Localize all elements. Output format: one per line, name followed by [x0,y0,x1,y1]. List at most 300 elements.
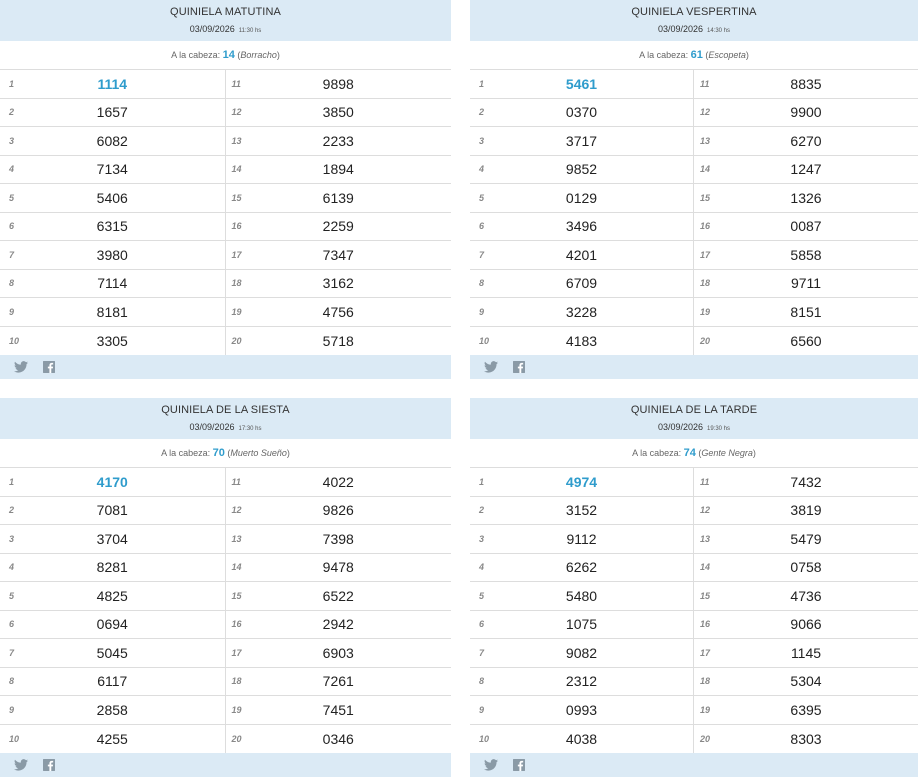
result-cell [470,156,694,184]
draw-date: 03/09/2026 [189,24,235,34]
result-cell [0,497,226,525]
result-number: 5480 [565,587,598,604]
table-row [0,468,451,497]
result-cell [470,70,694,98]
result-cell [470,213,694,241]
table-row [0,184,451,213]
draw-datetime [470,21,918,38]
cabeza-name: Escopeta [708,50,746,60]
position-number: 9 [9,306,15,317]
table-row [0,554,451,583]
draw-datetime [0,21,451,38]
result-number: 6560 [790,332,822,349]
result-number: 9852 [565,161,598,178]
position-number: 1 [479,78,485,89]
result-number: 6522 [322,587,354,604]
result-cell [226,184,452,212]
result-cell [226,554,452,582]
table-row [470,554,918,583]
result-cell [694,554,918,582]
draw-card [470,398,918,777]
table-row [470,582,918,611]
result-cell [0,99,226,127]
result-number: 6117 [97,673,128,690]
position-number: 14 [231,164,242,175]
result-cell [226,327,452,356]
position-number: 20 [700,733,711,744]
position-number: 11 [700,476,710,487]
draw-title: QUINIELA DE LA SIESTA [161,404,290,416]
result-cell [0,639,226,667]
table-row [0,525,451,554]
twitter-icon[interactable] [484,759,498,771]
twitter-icon[interactable] [484,361,498,373]
cabeza-number: 70 [212,447,225,459]
a-la-cabeza: A la cabeza: 14 (Borracho) [0,41,451,70]
result-number: 1075 [565,616,598,633]
position-number: 13 [700,135,711,146]
result-cell [694,184,918,212]
position-number: 1 [479,476,485,487]
result-number: 7451 [322,701,354,718]
position-number: 4 [9,164,15,175]
result-number: 6082 [96,132,128,149]
result-cell [226,468,452,496]
table-row [0,270,451,299]
result-cell [226,213,452,241]
position-number: 18 [700,278,711,289]
result-cell [470,725,694,754]
position-number: 19 [700,704,711,715]
position-number: 17 [231,647,242,658]
position-number: 18 [231,676,242,687]
position-number: 16 [700,619,711,630]
position-number: 12 [231,107,242,118]
result-number: 3717 [565,132,598,149]
result-number: 6395 [790,701,822,718]
position-number: 2 [479,505,485,516]
result-cell [470,127,694,155]
head-number: 4974 [565,473,598,490]
result-cell [0,525,226,553]
draw-time: 17:30 hs [238,426,262,432]
position-number: 13 [231,533,242,544]
table-row [470,298,918,327]
result-number: 1326 [790,189,822,206]
result-cell [226,270,452,298]
position-number: 7 [479,647,485,658]
result-number: 8835 [790,75,822,92]
draw-card [0,0,451,379]
position-number: 13 [231,135,242,146]
result-number: 2942 [322,616,354,633]
a-la-cabeza: A la cabeza: 70 (Muerto Sueño) [0,439,451,468]
result-cell [470,639,694,667]
table-row [470,611,918,640]
result-number: 4022 [322,473,354,490]
table-row [470,725,918,754]
twitter-icon[interactable] [14,759,28,771]
result-number: 0694 [96,616,128,633]
position-number: 6 [9,619,15,630]
position-number: 20 [231,335,242,346]
position-number: 1 [9,476,15,487]
result-number: 3162 [322,275,354,292]
result-number: 0370 [565,104,598,121]
cabeza-name: Muerto Sueño [230,448,287,458]
result-number: 4825 [96,587,128,604]
draw-date: 03/09/2026 [189,422,235,432]
result-cell [470,497,694,525]
position-number: 7 [9,647,15,658]
result-cell [694,696,918,724]
position-number: 3 [479,533,485,544]
result-number: 8281 [96,559,128,576]
table-row [0,582,451,611]
position-number: 17 [231,249,242,260]
result-cell [694,611,918,639]
position-number: 3 [479,135,485,146]
position-number: 14 [700,164,711,175]
result-number: 6315 [96,218,128,235]
result-cell [226,99,452,127]
position-number: 4 [479,164,485,175]
result-cell [0,611,226,639]
draw-card [0,398,451,777]
result-number: 6270 [790,132,822,149]
result-cell [694,582,918,610]
result-number: 9826 [322,502,354,519]
facebook-icon[interactable] [42,759,56,771]
result-cell [226,127,452,155]
position-number: 2 [479,107,485,118]
position-number: 7 [9,249,15,260]
result-cell [470,582,694,610]
result-number: 7398 [322,530,354,547]
position-number: 8 [479,676,485,687]
result-cell [470,270,694,298]
result-number: 7134 [96,161,128,178]
result-cell [694,99,918,127]
result-number: 4756 [322,303,354,320]
result-cell [0,696,226,724]
table-row [0,127,451,156]
card-header [470,398,918,439]
draw-datetime [0,419,451,436]
result-cell [470,554,694,582]
result-cell [694,270,918,298]
cabeza-label: A la cabeza: [161,448,211,458]
result-number: 9898 [322,75,354,92]
position-number: 2 [9,505,15,516]
result-cell [694,127,918,155]
result-cell [0,156,226,184]
result-cell [226,582,452,610]
position-number: 12 [700,107,711,118]
result-cell [694,639,918,667]
result-number: 4038 [565,730,598,747]
result-number: 2312 [565,673,598,690]
position-number: 15 [231,192,242,203]
position-number: 10 [479,733,490,744]
result-number: 3704 [96,530,128,547]
draw-date: 03/09/2026 [657,422,703,432]
result-cell [470,696,694,724]
result-cell [694,327,918,356]
draw-title: QUINIELA MATUTINA [170,6,281,18]
position-number: 19 [700,306,711,317]
draw-title: QUINIELA DE LA TARDE [630,404,758,416]
result-number: 2259 [322,218,354,235]
position-number: 7 [479,249,485,260]
position-number: 18 [231,278,242,289]
result-number: 1145 [790,644,822,661]
result-cell [0,468,226,496]
position-number: 9 [479,704,485,715]
result-cell [470,611,694,639]
draw-date: 03/09/2026 [657,24,703,34]
table-row [0,668,451,697]
result-number: 7347 [322,246,354,263]
result-number: 3228 [565,303,598,320]
position-number: 9 [479,306,485,317]
position-number: 20 [700,335,711,346]
result-cell [226,241,452,269]
position-number: 8 [9,278,15,289]
results-table [0,468,451,753]
position-number: 6 [9,221,15,232]
draw-time: 11:30 hs [238,28,262,34]
result-number: 8181 [96,303,128,320]
result-number: 3980 [96,246,128,263]
result-number: 0129 [565,189,598,206]
table-row [470,270,918,299]
position-number: 19 [231,306,242,317]
table-row [0,156,451,185]
position-number: 20 [231,733,242,744]
result-number: 4736 [790,587,822,604]
results-table [0,70,451,355]
position-number: 16 [231,221,242,232]
result-cell [226,497,452,525]
table-row [0,639,451,668]
result-number: 5858 [790,246,822,263]
position-number: 5 [9,192,15,203]
result-cell [694,497,918,525]
result-cell [694,525,918,553]
table-row [0,497,451,526]
position-number: 15 [700,192,711,203]
position-number: 13 [700,533,711,544]
result-number: 9112 [566,530,597,547]
result-number: 7432 [790,473,822,490]
result-number: 1894 [322,161,354,178]
result-cell [226,668,452,696]
result-cell [694,70,918,98]
position-number: 17 [700,249,711,260]
share-bar [0,753,451,777]
position-number: 18 [700,676,711,687]
result-cell [0,725,226,754]
position-number: 1 [9,78,15,89]
result-number: 8151 [790,303,822,320]
result-number: 7114 [97,275,128,292]
table-row [470,70,918,99]
cabeza-label: A la cabeza: [639,50,689,60]
result-number: 6262 [565,559,598,576]
a-la-cabeza: A la cabeza: 61 (Escopeta) [470,41,918,70]
cabeza-name: Gente Negra [701,448,753,458]
result-number: 1247 [790,161,822,178]
draw-time: 19:30 hs [707,426,731,432]
result-number: 6139 [322,189,354,206]
facebook-icon[interactable] [512,759,526,771]
share-bar [470,355,918,379]
result-number: 4255 [96,730,128,747]
result-number: 8303 [790,730,822,747]
draw-datetime [470,419,918,436]
position-number: 4 [9,562,15,573]
cabeza-number: 61 [690,49,703,61]
result-cell [470,241,694,269]
card-header [0,0,451,41]
position-number: 8 [479,278,485,289]
result-number: 6903 [322,644,354,661]
result-cell [0,241,226,269]
result-cell [0,327,226,356]
draw-time: 14:30 hs [707,28,731,34]
table-row [0,298,451,327]
position-number: 2 [9,107,15,118]
result-cell [0,554,226,582]
result-number: 9082 [565,644,598,661]
table-row [0,241,451,270]
result-cell [0,127,226,155]
position-number: 14 [231,562,242,573]
result-number: 0346 [322,730,354,747]
result-cell [694,668,918,696]
share-bar [470,753,918,777]
result-cell [470,468,694,496]
position-number: 14 [700,562,711,573]
position-number: 11 [231,476,241,487]
result-number: 2858 [96,701,128,718]
position-number: 16 [231,619,242,630]
result-cell [470,668,694,696]
card-header [0,398,451,439]
result-number: 3305 [96,332,128,349]
result-number: 6709 [565,275,598,292]
result-number: 5479 [790,530,822,547]
table-row [0,327,451,356]
result-cell [0,184,226,212]
card-header [470,0,918,41]
position-number: 10 [479,335,490,346]
facebook-icon[interactable] [42,361,56,373]
position-number: 4 [479,562,485,573]
position-number: 15 [231,590,242,601]
result-cell [0,70,226,98]
result-number: 0993 [565,701,598,718]
twitter-icon[interactable] [14,361,28,373]
result-number: 0758 [790,559,822,576]
table-row [0,213,451,242]
result-number: 5718 [322,332,354,349]
result-number: 9900 [790,104,822,121]
position-number: 6 [479,619,485,630]
table-row [470,184,918,213]
table-row [470,156,918,185]
table-row [0,70,451,99]
position-number: 11 [231,78,241,89]
result-cell [694,725,918,754]
result-cell [226,696,452,724]
result-cell [694,213,918,241]
cabeza-label: A la cabeza: [171,50,221,60]
result-cell [470,525,694,553]
position-number: 11 [700,78,710,89]
position-number: 5 [9,590,15,601]
position-number: 17 [700,647,711,658]
a-la-cabeza: A la cabeza: 74 (Gente Negra) [470,439,918,468]
result-cell [694,241,918,269]
table-row [470,468,918,497]
facebook-icon[interactable] [512,361,526,373]
result-number: 9066 [790,616,822,633]
position-number: 9 [9,704,15,715]
draw-title: QUINIELA VESPERTINA [631,6,757,18]
result-number: 4201 [565,246,598,263]
position-number: 6 [479,221,485,232]
result-cell [694,298,918,326]
position-number: 10 [9,335,20,346]
result-number: 3850 [322,104,354,121]
result-cell [226,70,452,98]
table-row [470,127,918,156]
position-number: 15 [700,590,711,601]
result-number: 3819 [790,502,822,519]
result-cell [470,99,694,127]
table-row [470,525,918,554]
table-row [470,99,918,128]
position-number: 16 [700,221,711,232]
result-cell [226,725,452,754]
position-number: 5 [479,192,485,203]
table-row [470,639,918,668]
table-row [470,213,918,242]
cabeza-label: A la cabeza: [632,448,682,458]
table-row [0,696,451,725]
result-number: 2233 [322,132,354,149]
result-cell [694,156,918,184]
result-number: 5406 [96,189,128,206]
result-cell [226,525,452,553]
table-row [470,241,918,270]
result-cell [694,468,918,496]
result-number: 4183 [565,332,598,349]
result-cell [470,184,694,212]
result-cell [226,156,452,184]
result-cell [226,611,452,639]
result-cell [470,298,694,326]
head-number: 1114 [97,75,128,92]
position-number: 8 [9,676,15,687]
result-number: 7081 [96,502,128,519]
cabeza-name: Borracho [240,50,277,60]
result-number: 3496 [565,218,598,235]
results-table [470,468,918,753]
result-cell [0,582,226,610]
